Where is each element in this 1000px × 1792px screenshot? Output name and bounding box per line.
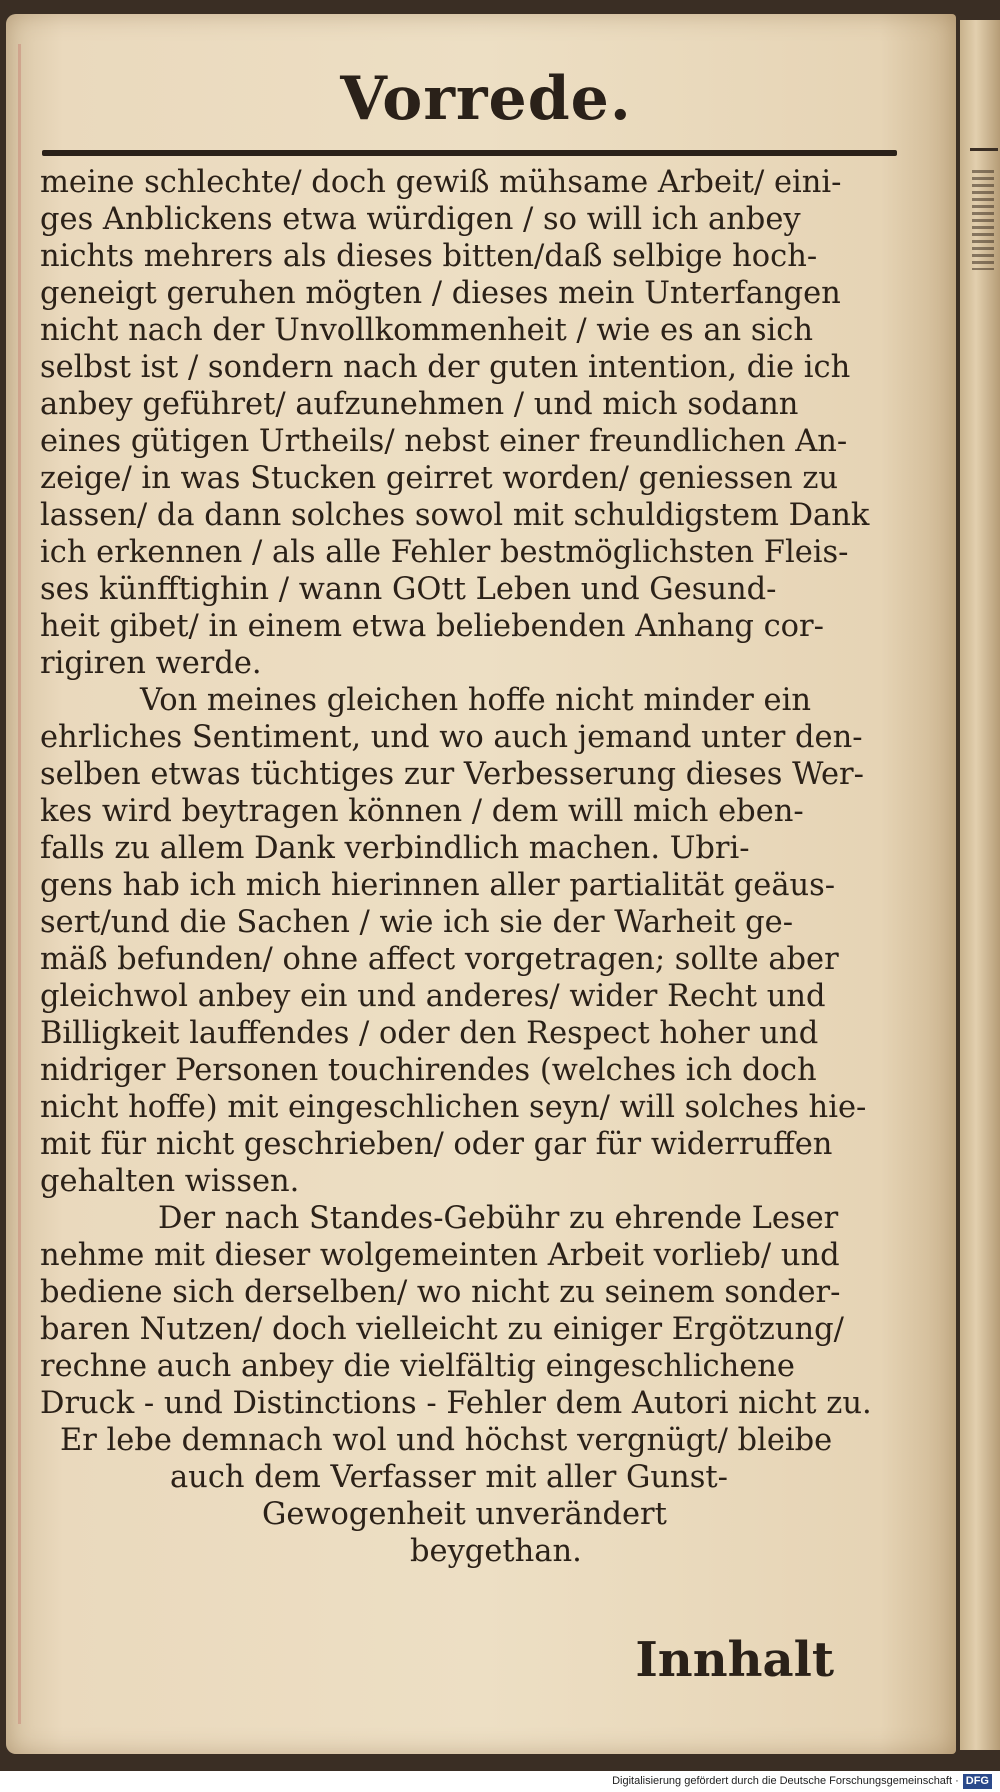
text-line: sert/und die Sachen / wie ich sie der Warheit ge- xyxy=(40,905,794,940)
text-line: zeige/ in was Stucken geirret worden/ geniessen zu xyxy=(40,461,839,496)
text-line: geneigt geruhen mögten / dieses mein Unterfangen xyxy=(40,276,841,311)
text-line: beygethan. xyxy=(410,1534,582,1569)
text-line: gens hab ich mich hierinnen aller partialität geäus- xyxy=(40,868,836,903)
text-line: kes wird beytragen können / dem will mich eben- xyxy=(40,794,804,829)
text-line: nidriger Personen touchirendes (welches ich doch xyxy=(40,1053,817,1088)
text-line: selben etwas tüchtiges zur Verbesserung dieses Wer- xyxy=(40,757,864,792)
text-line: rigiren werde. xyxy=(40,646,262,681)
adjacent-page-rule xyxy=(970,148,998,151)
paragraph-start-line: Von meines gleichen hoffe nicht minder ein xyxy=(140,683,811,718)
text-line: heit gibet/ in einem etwa beliebenden Anhang cor- xyxy=(40,609,824,644)
text-line: nehme mit dieser wolgemeinten Arbeit vorlieb/ und xyxy=(40,1238,840,1273)
footer-credit: Digitalisierung gefördert durch die Deutsche Forschungsgemeinschaft · xyxy=(612,1775,959,1787)
text-line: gehalten wissen. xyxy=(40,1164,300,1199)
text-line: nichts mehrers als dieses bitten/daß selbige hoch- xyxy=(40,239,818,274)
catchword: Innhalt xyxy=(635,1632,834,1688)
book-page xyxy=(6,14,956,1754)
text-line: nicht nach der Unvollkommenheit / wie es an sich xyxy=(40,313,814,348)
text-line: mäß befunden/ ohne affect vorgetragen; sollte aber xyxy=(40,942,839,977)
text-line: mit für nicht geschrieben/ oder gar für widerruffen xyxy=(40,1127,833,1162)
adjacent-page-ornament xyxy=(972,170,994,270)
text-line: ses künfftighin / wann GOtt Leben und Gesund- xyxy=(40,572,777,607)
text-line: selbst ist / sondern nach der guten intention, die ich xyxy=(40,350,851,385)
adjacent-page-edge xyxy=(960,20,1000,1750)
text-line: ehrliches Sentiment, und wo auch jemand unter den- xyxy=(40,720,863,755)
text-line: meine schlechte/ doch gewiß mühsame Arbeit/ eini- xyxy=(40,165,842,200)
heading-rule xyxy=(42,150,897,156)
paragraph-start-line: Der nach Standes-Gebühr zu ehrende Leser xyxy=(158,1201,839,1236)
page-heading: Vorrede. xyxy=(340,64,632,134)
text-line: baren Nutzen/ doch vielleicht zu einiger Ergötzung/ xyxy=(40,1312,844,1347)
text-line: Er lebe demnach wol und höchst vergnügt/ bleibe xyxy=(60,1423,833,1458)
text-line: bediene sich derselben/ wo nicht zu seinem sonder- xyxy=(40,1275,841,1310)
text-line: falls zu allem Dank verbindlich machen. Ubri- xyxy=(40,831,750,866)
dfg-logo: DFG xyxy=(963,1774,992,1789)
text-line: gleichwol anbey ein und anderes/ wider Recht und xyxy=(40,979,826,1014)
text-line: Gewogenheit unverändert xyxy=(262,1497,667,1532)
text-line: anbey geführet/ aufzunehmen / und mich sodann xyxy=(40,387,799,422)
text-line: auch dem Verfasser mit aller Gunst- xyxy=(170,1460,728,1495)
text-line: Billigkeit lauffendes / oder den Respect hoher und xyxy=(40,1016,819,1051)
digitization-footer xyxy=(0,1771,1000,1792)
text-line: rechne auch anbey die vielfältig eingeschlichene xyxy=(40,1349,795,1384)
text-line: ges Anblickens etwa würdigen / so will ich anbey xyxy=(40,202,801,237)
text-line: Druck - und Distinctions - Fehler dem Autori nicht zu. xyxy=(40,1386,872,1421)
text-line: ich erkennen / als alle Fehler bestmöglichsten Fleis- xyxy=(40,535,849,570)
body-text xyxy=(40,164,950,1570)
text-line: lassen/ da dann solches sowol mit schuldigstem Dank xyxy=(40,498,870,533)
text-line: eines gütigen Urtheils/ nebst einer freundlichen An- xyxy=(40,424,848,459)
text-line: nicht hoffe) mit eingeschlichen seyn/ will solches hie- xyxy=(40,1090,867,1125)
